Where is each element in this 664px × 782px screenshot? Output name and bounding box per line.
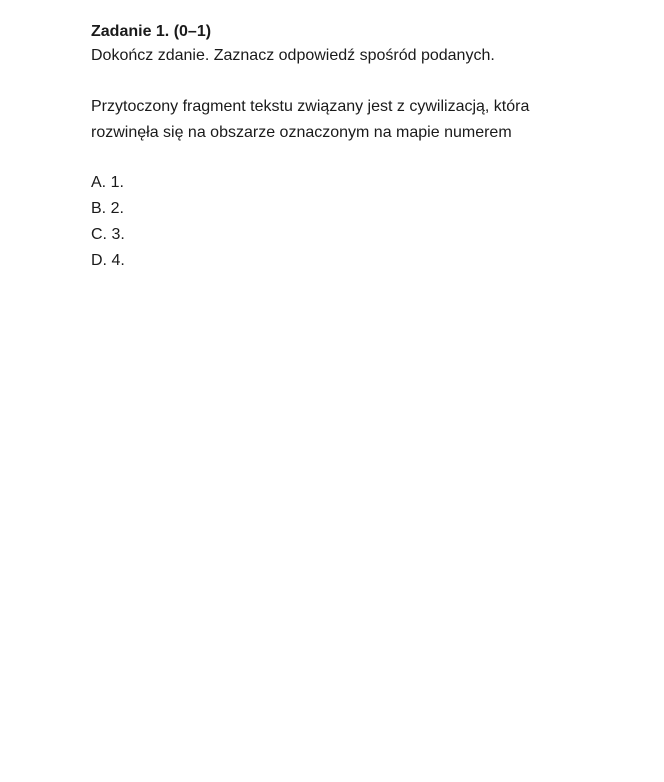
answer-option-a[interactable]: A. 1.	[91, 174, 124, 191]
task-instruction: Dokończ zdanie. Zaznacz odpowiedź spośród podanych.	[91, 47, 495, 64]
answer-option-b[interactable]: B. 2.	[91, 200, 124, 217]
question-line-2: rozwinęła się na obszarze oznaczonym na mapie numerem	[91, 124, 512, 141]
answer-option-d[interactable]: D. 4.	[91, 252, 125, 269]
task-question	[91, 94, 631, 146]
answer-option-c[interactable]: C. 3.	[91, 226, 125, 243]
task-container	[91, 20, 631, 274]
task-title: Zadanie 1. (0–1)	[91, 23, 212, 40]
question-line-1: Przytoczony fragment tekstu związany jest z cywilizacją, która	[91, 98, 530, 115]
answer-options	[91, 170, 631, 274]
